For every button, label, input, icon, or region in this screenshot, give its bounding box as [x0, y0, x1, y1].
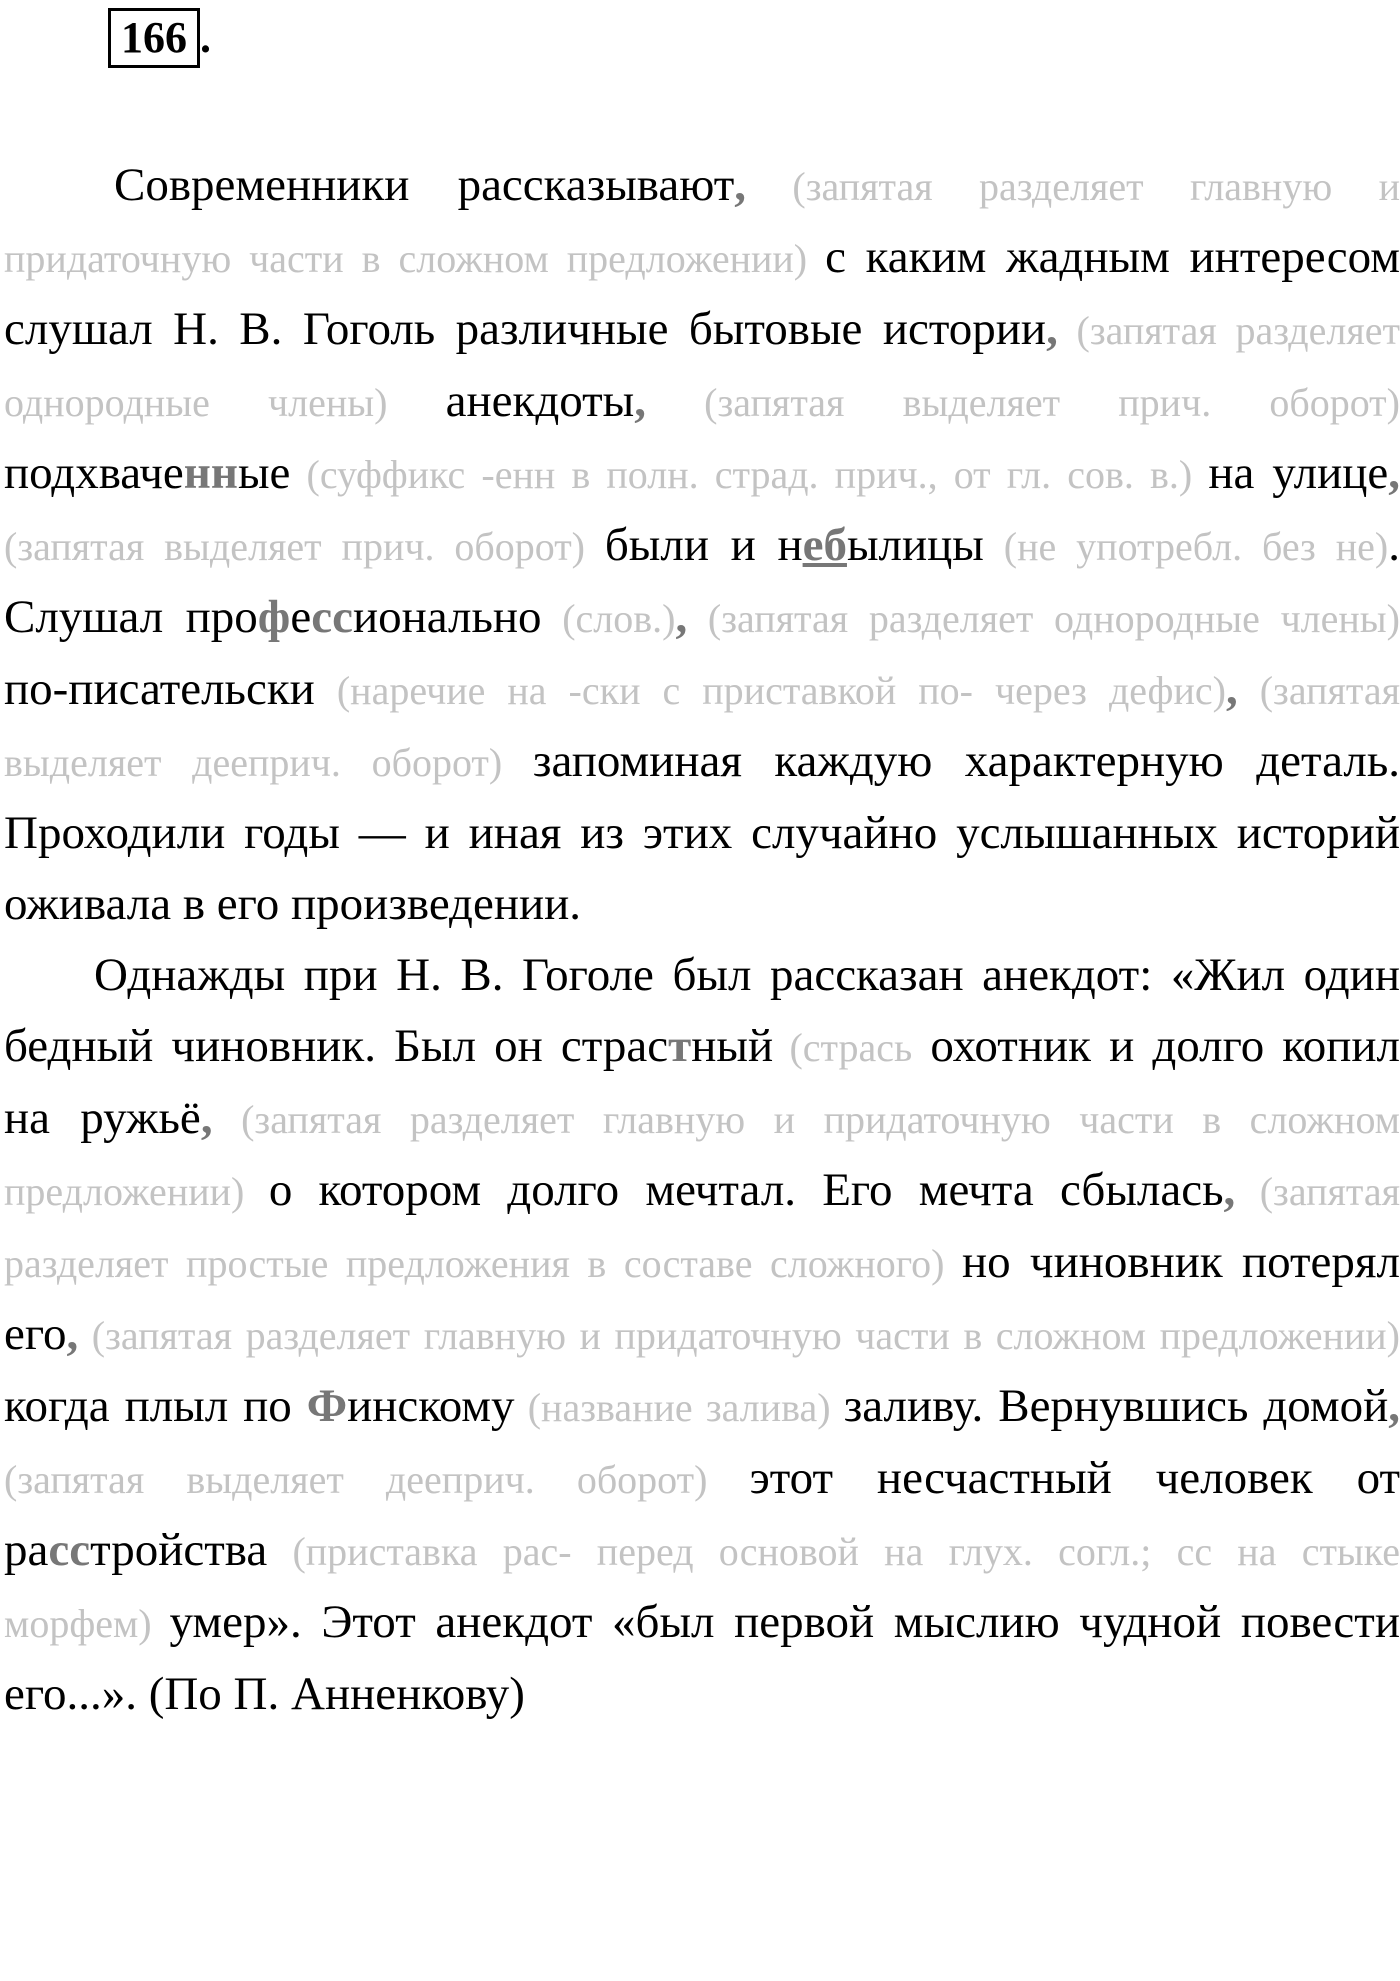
- exercise-number: 166: [108, 8, 200, 68]
- annotation-note: (запятая выделяет прич. оборот): [4, 524, 605, 569]
- text-run: но чиновник потерял его: [4, 1236, 1400, 1360]
- text-run: е: [290, 591, 312, 643]
- text-run: этот несчастный человек от ра: [4, 1452, 1400, 1576]
- marked-spelling: т: [668, 1020, 692, 1072]
- marked-spelling: сс: [311, 591, 353, 643]
- annotation-note: (запятая выделяет дееприч. оборот): [4, 1457, 750, 1502]
- marked-spelling: ,: [1225, 663, 1238, 715]
- annotation-note: (запятая разделяет однородные члены): [687, 596, 1400, 641]
- paragraph-1: [4, 150, 1400, 940]
- text-run: умер». Этот анекдот «был первой мыслию чудной повести его...». (По П. Анненкову): [4, 1596, 1400, 1720]
- text-run: о котором долго мечтал. Его мечта сбылась: [268, 1164, 1224, 1216]
- text-run: заливу. Вернувшись домой: [843, 1380, 1389, 1432]
- annotation-note: (запятая выделяет дееприч. оборот): [4, 668, 1400, 785]
- marked-spelling-underlined: еб: [802, 519, 847, 571]
- annotation-note: (запятая выделяет прич. оборот): [646, 380, 1400, 425]
- marked-spelling: сс: [48, 1524, 91, 1576]
- marked-spelling: ,: [1046, 303, 1058, 355]
- text-run: когда плыл по: [4, 1380, 307, 1432]
- exercise-number-dot: .: [200, 13, 211, 62]
- annotation-note: (запятая разделяет главную и придаточную части в сложном предложении): [4, 164, 1400, 281]
- text-run: Однажды при Н. В. Гоголе был рассказан анекдот: «Жил один бедный чиновник. Был он страс: [4, 949, 1400, 1072]
- marked-spelling: ,: [1388, 447, 1400, 499]
- annotation-note: (стрась: [773, 1025, 913, 1070]
- marked-spelling: ,: [200, 1092, 213, 1144]
- text-run: ионально: [352, 591, 542, 643]
- annotation-note: (запятая разделяет главную и придаточную части в сложном предложении): [4, 1097, 1400, 1214]
- paragraph-2: [4, 940, 1400, 1730]
- marked-spelling: Ф: [306, 1380, 348, 1432]
- marked-spelling: ,: [1388, 1380, 1400, 1432]
- text-run: ылицы: [846, 519, 984, 571]
- annotation-note: (не употребл. без не): [983, 524, 1389, 569]
- text-run: охотник и долго копил на ружьё: [4, 1020, 1400, 1144]
- text-run: запоминая каждую характерную деталь. Проходили годы — и иная из этих случайно услышанных историй оживала в его произведении.: [4, 735, 1400, 930]
- annotation-note: (суффикс -енн в полн. страд. прич., от гл. сов. в.): [290, 452, 1209, 497]
- text-run: . Слушал про: [4, 519, 1400, 643]
- marked-spelling: ,: [1223, 1164, 1236, 1216]
- text-run: ный: [691, 1020, 774, 1072]
- annotation-note: (запятая разделяет однородные члены): [4, 308, 1400, 425]
- marked-spelling: ,: [66, 1308, 79, 1360]
- exercise-text: [4, 150, 1400, 1730]
- text-run: анекдоты: [445, 375, 635, 427]
- annotation-note: (запятая разделяет простые предложения в составе сложного): [4, 1169, 1400, 1286]
- text-run: подхваче: [4, 447, 184, 499]
- text-run: [912, 1020, 930, 1072]
- text-run: инскому: [347, 1380, 515, 1432]
- text-run: по-писательски: [4, 663, 315, 715]
- marked-spelling: ,: [675, 591, 688, 643]
- marked-spelling: ф: [257, 591, 291, 643]
- annotation-note: (запятая разделяет главную и придаточную части в сложном предложении): [78, 1313, 1400, 1358]
- text-run: были и н: [604, 519, 803, 571]
- annotation-note: (наречие на -ски с приставкой по- через дефис): [314, 668, 1226, 713]
- marked-spelling: ,: [734, 159, 747, 211]
- annotation-note: (приставка рас- перед основой на глух. согл.; сс на стыке морфем): [4, 1529, 1400, 1646]
- text-run: с каким жадным интересом слушал Н. В. Гоголь различные бытовые истории: [4, 231, 1400, 355]
- text-run: тройства: [90, 1524, 268, 1576]
- text-run: ые: [237, 447, 291, 499]
- annotation-note: (название залива): [514, 1385, 844, 1430]
- exercise-number-block: [108, 8, 211, 68]
- marked-spelling: нн: [183, 447, 238, 499]
- marked-spelling: ,: [634, 375, 646, 427]
- text-run: Современники рассказывают: [114, 159, 735, 211]
- annotation-note: (слов.): [541, 596, 676, 641]
- text-run: на улице: [1208, 447, 1389, 499]
